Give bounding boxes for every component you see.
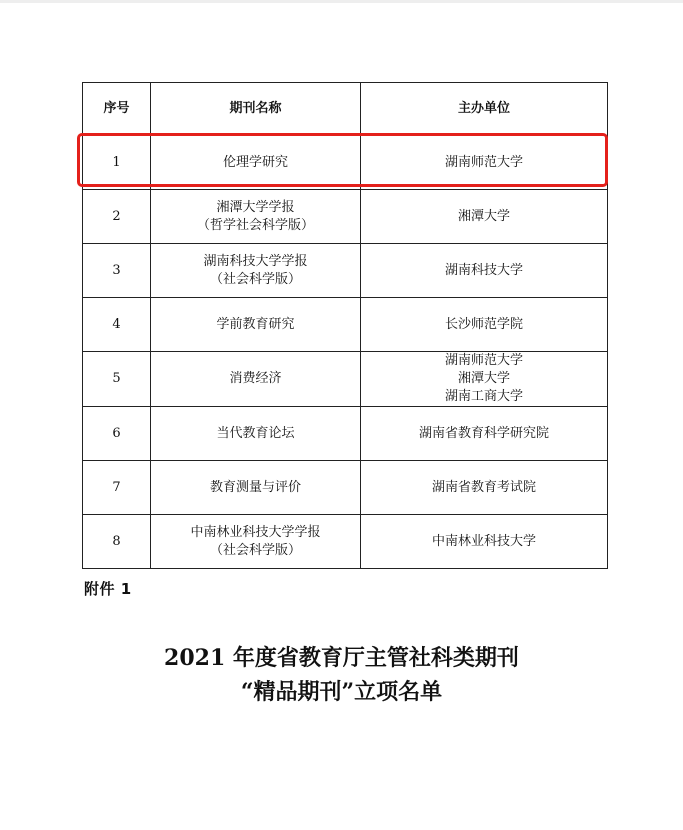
- table-row: [83, 515, 608, 569]
- cell-journal-name: [151, 352, 361, 407]
- sponsor-line: 湖南师范大学: [444, 154, 523, 170]
- header-journal-name: 期刊名称: [151, 83, 361, 136]
- cell-sponsor: [361, 136, 608, 190]
- cell-index: 2: [83, 190, 151, 244]
- header-index: 序号: [83, 83, 151, 136]
- cell-sponsor: [361, 298, 608, 352]
- cell-journal-name: [151, 190, 361, 244]
- cell-index: 1: [83, 136, 151, 190]
- cell-journal-name: [151, 298, 361, 352]
- table-row: [83, 461, 608, 515]
- table-header-row: [83, 83, 608, 136]
- cell-journal-name: [151, 461, 361, 515]
- cell-journal-name: [151, 136, 361, 190]
- document-title-line-2: “精品期刊”立项名单: [240, 679, 443, 705]
- sponsor-line: 湖南省教育科学研究院: [418, 425, 549, 441]
- sponsor-line: 湖南师范大学: [444, 353, 523, 368]
- sponsor-line: 长沙师范学院: [444, 316, 523, 332]
- journal-name-line: 湘潭大学学报: [216, 199, 295, 215]
- journal-name-line: （哲学社会科学版）: [196, 217, 314, 233]
- sponsor-line: 中南林业科技大学: [431, 533, 536, 549]
- cell-index: 8: [83, 515, 151, 569]
- journal-name-line: 教育测量与评价: [209, 479, 301, 495]
- page-top-edge: [0, 0, 683, 3]
- table-row: [83, 298, 608, 352]
- table-row: [83, 407, 608, 461]
- journal-name-line: （社会科学版）: [209, 542, 301, 558]
- table-row: [83, 352, 608, 407]
- journal-table: [82, 82, 608, 569]
- header-sponsor: 主办单位: [361, 83, 608, 136]
- cell-sponsor: [361, 190, 608, 244]
- cell-sponsor: [361, 407, 608, 461]
- cell-sponsor: [361, 515, 608, 569]
- cell-index: 5: [83, 352, 151, 407]
- sponsor-line: 湖南省教育考试院: [431, 479, 536, 495]
- sponsor-line: 湘潭大学: [457, 371, 510, 386]
- table-row: [83, 190, 608, 244]
- cell-journal-name: [151, 515, 361, 569]
- cell-sponsor: [361, 244, 608, 298]
- table-row: [83, 244, 608, 298]
- sponsor-line: 湖南科技大学: [444, 262, 523, 278]
- cell-journal-name: [151, 407, 361, 461]
- journal-name-line: 伦理学研究: [222, 154, 288, 170]
- table-row: [83, 136, 608, 190]
- journal-name-line: 当代教育论坛: [216, 425, 295, 441]
- cell-index: 3: [83, 244, 151, 298]
- journal-name-line: （社会科学版）: [209, 271, 301, 287]
- cell-index: 4: [83, 298, 151, 352]
- sponsor-line: 湖南工商大学: [444, 389, 523, 404]
- attachment-label: 附件 1: [84, 580, 132, 598]
- journal-name-line: 学前教育研究: [216, 316, 295, 332]
- journal-name-line: 湖南科技大学学报: [203, 253, 308, 269]
- cell-sponsor: [361, 352, 608, 407]
- cell-sponsor: [361, 461, 608, 515]
- cell-index: 7: [83, 461, 151, 515]
- journal-name-line: 消费经济: [229, 371, 282, 386]
- sponsor-line: 湘潭大学: [457, 208, 510, 224]
- document-title-line-1: 2021 年度省教育厅主管社科类期刊: [164, 645, 519, 671]
- cell-index: 6: [83, 407, 151, 461]
- journal-name-line: 中南林业科技大学学报: [190, 524, 321, 540]
- cell-journal-name: [151, 244, 361, 298]
